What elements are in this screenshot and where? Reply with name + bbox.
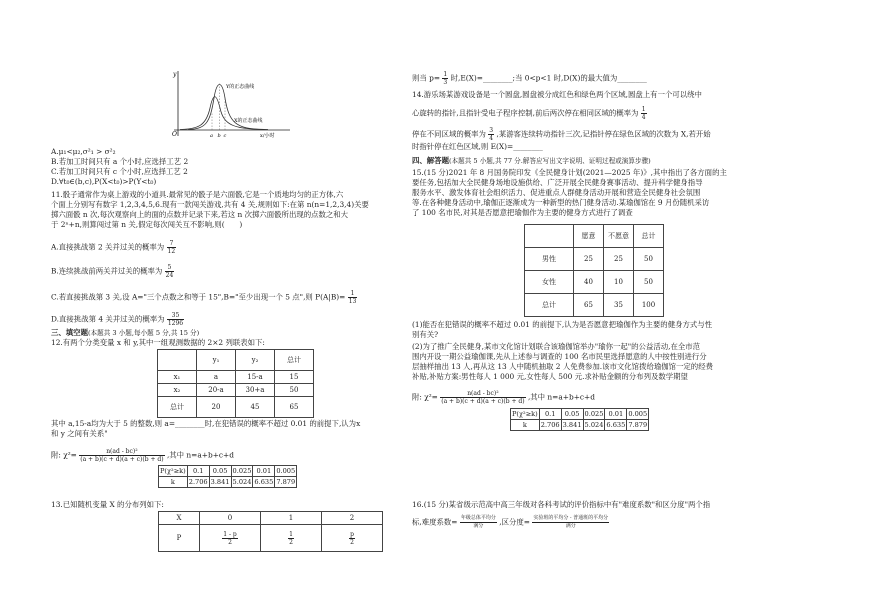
q11-option-b: B.连续挑战前两关并过关的概率为 $\frac{5}{24}$: [51, 264, 174, 279]
q15-sub1-line-2: 别有关?: [412, 330, 439, 339]
q15-sub2-line-1: (2)为了推广全民健身,某市文化馆计划联合该瑜伽馆举办"瑜你一起"的公益活动,在全市范: [412, 342, 701, 351]
table-row: 愿意 不愿意 总计: [525, 225, 664, 248]
fraction: $\frac{7}{12}$: [167, 240, 176, 255]
normal-curve-figure: [168, 68, 293, 140]
q12-contingency-table: [157, 349, 314, 418]
q11-option-a: A.直接挑战第 2 关并过关的概率为 $\frac{7}{12}$: [51, 240, 176, 255]
q11-line-2: 个面上分别写有数字 1,2,3,4,5,6.现有一款闯关游戏,共有 4 关,规则如下:在第 n(n=1,2,3,4)关要: [51, 200, 369, 209]
q12-critical-value-table: [158, 465, 297, 488]
q15-line-3: 服务水平、激发体育社会组织活力、促进重点人群健身活动开展和营造全民健身社会氛围: [412, 188, 701, 197]
fraction: $\frac{1}{3}$: [443, 71, 448, 86]
fraction: $\frac{p}{2}$: [350, 530, 354, 546]
x-axis-unit-label: x/小时: [260, 133, 275, 139]
section-3-heading: 三、填空题(本题共 3 小题,每小题 5 分,共 15 分): [51, 328, 200, 337]
fraction: $\frac{5}{24}$: [165, 264, 174, 279]
q11-line-4: 于 2ⁿ+n,则算闯过第 n 关,假定每次闯关互不影响,则( ): [51, 220, 243, 229]
y-axis-label: y: [173, 71, 177, 78]
x-normal-curve: [180, 97, 268, 130]
q10-option-a: A.μ₁<μ₂,σ²₁ > σ²₂: [51, 147, 116, 156]
q14-line-1: 14.游乐场某游戏设备是一个圆盘,圆盘被分成红色和绿色两个区域,圆盘上有一个可以绕中: [412, 90, 702, 99]
table-row: k 2.706 3.841 5.024 6.635 7.879: [159, 477, 297, 488]
q11-option-c: C.若直接挑战第 3 关,设 A="三个点数之和等于 15",B="至少出现一个 5 点",则 P(A|B)= $\frac{1}{13}$: [51, 290, 357, 305]
fraction: $\frac{1}{2}$: [289, 530, 293, 546]
q15-line-2: 要任务,包括加大全民健身场地设施供给、广泛开展全民健身赛事活动、提升科学健身指导: [412, 178, 703, 187]
fraction: $\frac{1}{4}$: [641, 106, 646, 121]
q11-line-3: 掷六面骰 n 次,每次观察向上的面的点数并记录下来,若这 n 次掷六面骰所出现的点数之和大: [51, 210, 349, 219]
fraction: $\frac{35}{1296}$: [167, 312, 184, 327]
q15-sub2-line-3: 层抽样抽出 13 人,再从这 13 人中随机抽取 2 人免费参加.该市文化馆拨给瑜伽馆一定的经费: [412, 362, 713, 371]
curve-y-label: Y的正态曲线: [226, 84, 255, 90]
table-row: X 0 1 2: [159, 512, 383, 525]
tick-b: b: [217, 133, 221, 139]
table-row: x₂ 20-a 30+a 50: [158, 384, 314, 397]
section-4-heading: 四、解答题(本题共 5 小题,共 77 分.解答应写出文字说明、证明过程或演算步骤): [412, 156, 651, 165]
q15-formula: 附: χ²= $\frac{\text{n(ad - bc)²}}{(a + b)(c + d)(a + c)(b + d)}$ ,其中 n=a+b+c+d: [412, 390, 595, 405]
q13-continuation: 则当 p= $\frac{1}{3}$ 时,E(X)=________;当 0<p<1 时,D(X)的最大值为________: [412, 71, 647, 86]
table-row: 男性 25 25 50: [525, 248, 664, 271]
fraction: $\frac{1}{13}$: [348, 290, 357, 305]
curve-x-label: X的正态曲线: [234, 118, 263, 124]
q11-option-d: D.直接挑战第 4 关并过关的概率为 $\frac{35}{1296}$: [51, 312, 184, 327]
table-row: y₁ y₂ 总计: [158, 350, 314, 371]
table-row: 女性 40 10 50: [525, 271, 664, 294]
q12-after-line-2: 和 y 之间有关系": [51, 429, 108, 438]
q14-line-3: 停在不同区域的概率为 $\frac{3}{4}$ ,某游客连续转动指针三次,记指针停在绿色区域的次数为 X,若开始: [412, 127, 711, 142]
q15-sub2-line-2: 围内开设一期公益瑜伽课,先从上述参与调查的 100 名市民里选择愿意的人中按性别进行分: [412, 352, 707, 361]
q15-sub2-line-4: 补贴,补贴方案:男性每人 1 000 元,女性每人 500 元.求补贴金额的分布列及数学期望: [412, 372, 688, 381]
q15-line-1: 15.(15 分)2021 年 8 月国务院印发《全民健身计划(2021—2025 年)》,其中指出了各方面的主: [412, 168, 727, 177]
table-row: x₁ a 15-a 15: [158, 371, 314, 384]
q14-line-4: 时指针停在红色区域,则 E(X)=________: [412, 142, 543, 151]
q15-line-5: 了 100 名市民,对其是否愿意把瑜伽作为主要的健身方式进行了调查: [412, 208, 633, 217]
q14-line-2: 心旋转的指针,且指针受电子程序控制,前后两次停在相同区域的概率为 $\frac{1}{4}$: [412, 106, 646, 121]
table-row: P $\frac{1 - p}{2}$ $\frac{1}{2}$ $\frac{p}{2}$: [159, 525, 383, 552]
fraction: $\frac{\text{实验班的平均分 - 普通班的平均分}}{\text{满分}}$: [533, 515, 609, 529]
fraction: $\frac{1 - p}{2}$: [223, 530, 237, 546]
origin-label: O: [172, 131, 177, 138]
fraction: $\frac{\text{n(ad - bc)²}}{(a + b)(c + d)(a + c)(b + d)}$: [80, 448, 164, 463]
q10-option-c: C.若加工时间只有 c 个小时,应选择工艺 2: [51, 167, 188, 176]
q16-line-1: 16.(15 分)某省级示范高中高三年级对各科考试的评价指标中有"难度系数"和区分度"两个指: [412, 500, 711, 509]
q12-intro: 12.有两个分类变量 x 和 y,其中一组观测数据的 2×2 列联表如下:: [51, 338, 265, 347]
q15-line-4: 等.在各种健身活动中,瑜伽正逐渐成为一种新型的热门健身活动.某瑜伽馆在 9 月份随机采访: [412, 198, 710, 207]
q15-critical-value-table: [510, 408, 649, 431]
q16-line-2: 标,难度系数= $\frac{\text{年级总体平均分}}{\text{满分}}$ ,区分度= $\frac{\text{实验班的平均分 - 普通班的平均分}}{\text{满分}}$: [412, 515, 609, 529]
q15-sub1-line-1: (1)能否在犯错误的概率不超过 0.01 的前提下,认为是否愿意把瑜伽作为主要的健身方式与性: [412, 320, 713, 329]
q11-line-1: 11.骰子通常作为桌上游戏的小道具.最常见的骰子是六面骰,它是一个质地均匀的正方体,六: [51, 190, 344, 199]
table-row: k 2.706 3.841 5.024 6.635 7.879: [511, 420, 649, 431]
q10-option-d: D.∀t₀∈(b,c),P(X<t₀)>P(Y<t₀): [51, 177, 157, 186]
table-row: P(χ²≥k) 0.1 0.05 0.025 0.01 0.005: [160, 467, 296, 475]
q10-option-b: B.若加工时间只有 a 个小时,应选择工艺 2: [51, 157, 189, 166]
q13-intro: 13.已知随机变量 X 的分布列如下:: [51, 500, 164, 509]
table-row: 总计 65 35 100: [525, 294, 664, 317]
q13-distribution-table: [158, 511, 383, 552]
q12-formula: 附: χ²= $\frac{\text{n(ad - bc)²}}{(a + b)(c + d)(a + c)(b + d)}$ ,其中 n=a+b+c+d: [51, 448, 234, 463]
table-row: 总计 20 45 65: [158, 397, 314, 418]
q15-survey-table: [524, 224, 664, 317]
tick-a: a: [210, 133, 213, 139]
q12-after-line-1: 其中 a,15-a均为大于 5 的整数,则 a=________时,在犯错误的概率不超过 0.01 的前提下,认为x: [51, 419, 361, 428]
fraction: $\frac{3}{4}$: [489, 127, 494, 142]
table-row: P(χ²≥k) 0.1 0.05 0.025 0.01 0.005: [512, 410, 648, 418]
fraction: $\frac{\text{年级总体平均分}}{\text{满分}}$: [460, 515, 496, 529]
fraction: $\frac{\text{n(ad - bc)²}}{(a + b)(c + d)(a + c)(b + d)}$: [441, 390, 525, 405]
tick-c: c: [223, 133, 227, 139]
